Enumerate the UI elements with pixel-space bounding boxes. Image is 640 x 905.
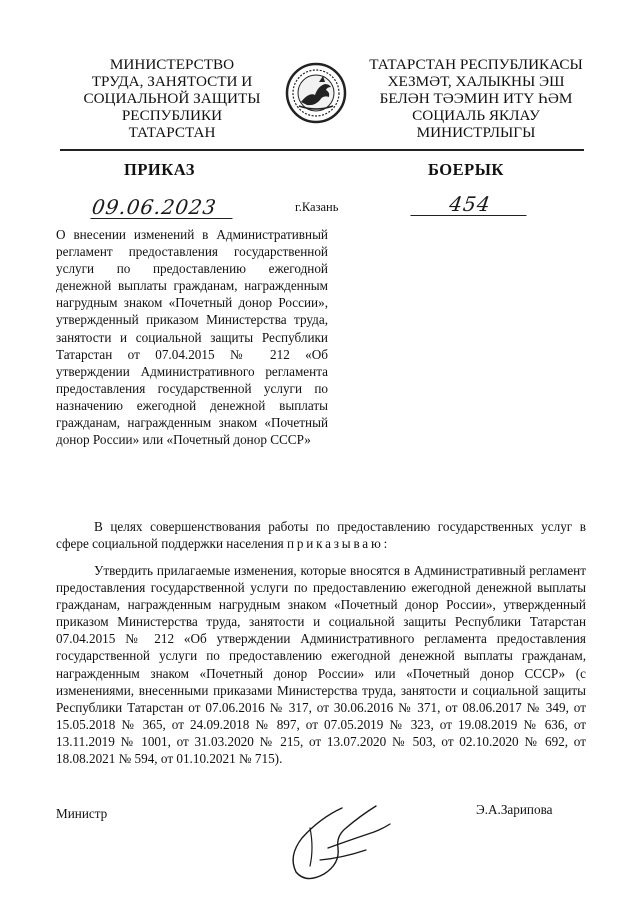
- signatory-position: Министр: [56, 806, 108, 821]
- tatarstan-emblem-icon: [285, 62, 347, 124]
- ministry-name-tt: [366, 56, 586, 141]
- signatory-name: Э.А.Зарипова: [476, 802, 553, 817]
- ministry-name-tt-line: МИНИСТРЛЫГЫ: [416, 124, 536, 141]
- order-number: 454: [410, 193, 529, 216]
- ministry-name-tt-line: ХЕЗМӘТ, ХАЛЫКНЫ ЭШ: [387, 73, 565, 90]
- intro-paragraph: [56, 518, 586, 552]
- ministry-name-ru-line: ТРУДА, ЗАНЯТОСТИ И: [91, 73, 253, 90]
- ministry-name-ru-line: ТАТАРСТАН: [128, 124, 216, 141]
- handwritten-signature: [280, 788, 410, 898]
- order-title-ru: ПРИКАЗ: [124, 160, 195, 179]
- ministry-name-tt-line: ТАТАРСТАН РЕСПУБЛИКАСЫ: [369, 56, 583, 73]
- ministry-name-ru-line: МИНИСТЕРСТВО: [109, 56, 235, 73]
- ministry-name-ru: [72, 56, 272, 141]
- header-divider: [60, 149, 584, 151]
- order-city: г.Казань: [295, 200, 339, 214]
- main-paragraph: Утвердить прилагаемые изменения, которые вносятся в Административный регламент предоставления государственной услуги по предоставлению ежегодной денежной выплаты гражданам, награжденным нагрудным знаком «Почетный донор России», утвержденный приказом Министерства труда, занятости и социальной защиты Республики Татарстан 07.04.2015 № 212 «Об утверждении Административного регламента предоставления государственной услуги по предоставлению ежегодной денежной выплаты гражданам, награжденным знаком «Почетный донор России» или «Почетный донор СССР» (с изменениями, внесенными приказами Министерства труда, занятости и социальной защиты Республики Татарстан от 07.06.2016 № 317, от 30.06.2016 № 371, от 08.06.2017 № 349, от 15.05.2018 № 365, от 24.09.2018 № 897, от 07.05.2019 № 323, от 19.08.2019 № 636, от 13.11.2019 № 1001, от 31.03.2020 № 215, от 13.07.2020 № 503, от 02.10.2020 № 692, от 18.08.2021 № 594, от 01.10.2021 № 715).: [56, 563, 586, 767]
- ministry-name-ru-line: СОЦИАЛЬНОЙ ЗАЩИТЫ: [83, 90, 261, 107]
- ministry-name-ru-line: РЕСПУБЛИКИ: [121, 107, 223, 124]
- ministry-name-tt-line: БЕЛӘН ТӘЭМИН ИТҮ ҺӘМ: [379, 90, 573, 107]
- intro-text: В целях совершенствования работы по предоставлению государственных услуг в сфере социальной поддержки населения: [56, 519, 586, 551]
- order-subject: О внесении изменений в Административный регламент предоставления государственной услуги по предоставлению ежегодной денежной выплаты гражданам, награжденным нагрудным знаком «Почетный донор России», утвержденный приказом Министерства труда, занятости и социальной защиты Республики Татарстан от 07.04.2015 № 212 «Об утверждении Административного регламента предоставления государственной услуги по назначению ежегодной денежной выплаты гражданам, награжденным знаком «Почетный донор России» или «Почетный донор СССР»: [56, 227, 328, 448]
- intro-order-word: приказываю:: [287, 536, 391, 551]
- order-title-tt: БОЕРЫК: [428, 160, 504, 179]
- order-date: 09.06.2023: [90, 196, 235, 219]
- ministry-name-tt-line: СОЦИАЛЬ ЯКЛАУ: [412, 107, 540, 124]
